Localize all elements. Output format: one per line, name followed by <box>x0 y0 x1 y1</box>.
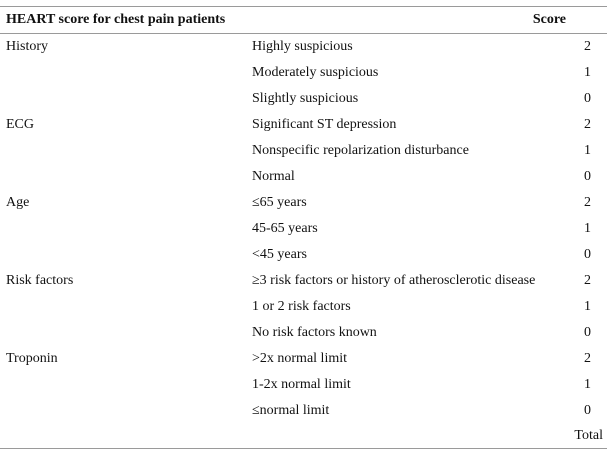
row-score: 0 <box>584 169 591 184</box>
table-row <box>0 138 607 164</box>
table-title: HEART score for chest pain patients <box>0 7 248 34</box>
row-item: ≤normal limit <box>252 403 330 418</box>
row-score: 2 <box>584 39 591 54</box>
row-score: 1 <box>584 299 591 314</box>
row-item: Normal <box>252 169 295 184</box>
table-row <box>0 34 607 61</box>
row-score: 2 <box>584 195 591 210</box>
total-spacer <box>0 424 248 449</box>
row-category <box>0 164 248 190</box>
table-row <box>0 190 607 216</box>
row-item: 45-65 years <box>252 221 318 236</box>
table-row <box>0 86 607 112</box>
row-score: 0 <box>584 403 591 418</box>
row-item: ≤65 years <box>252 195 307 210</box>
row-item: >2x normal limit <box>252 351 347 366</box>
table-row <box>0 164 607 190</box>
row-category <box>0 216 248 242</box>
row-category <box>0 398 248 424</box>
table-body <box>0 34 607 449</box>
table-row <box>0 216 607 242</box>
heart-score-table <box>0 6 607 449</box>
row-score: 1 <box>584 65 591 80</box>
row-category: Risk factors <box>6 273 74 288</box>
row-score: 1 <box>584 377 591 392</box>
total-row <box>0 424 607 449</box>
header-spacer <box>566 7 607 34</box>
row-category <box>0 372 248 398</box>
row-category: History <box>6 39 48 54</box>
row-item: Significant ST depression <box>252 117 397 132</box>
row-item: No risk factors known <box>252 325 377 340</box>
table-row <box>0 372 607 398</box>
row-score: 0 <box>584 91 591 106</box>
row-category: Troponin <box>6 351 58 366</box>
row-category <box>0 294 248 320</box>
row-category <box>0 60 248 86</box>
table-header-row <box>0 7 607 34</box>
row-score: 2 <box>584 273 591 288</box>
table-row <box>0 398 607 424</box>
total-label: Total <box>566 424 607 449</box>
row-category <box>0 320 248 346</box>
row-item: Nonspecific repolarization disturbance <box>252 143 469 158</box>
row-category <box>0 86 248 112</box>
table-row <box>0 294 607 320</box>
table-row <box>0 346 607 372</box>
row-score: 1 <box>584 143 591 158</box>
table-row <box>0 242 607 268</box>
row-item: 1-2x normal limit <box>252 377 351 392</box>
score-column-header: Score <box>248 7 566 34</box>
row-item: ≥3 risk factors or history of atherosclerotic disease <box>252 273 536 288</box>
row-category <box>0 138 248 164</box>
row-item: Moderately suspicious <box>252 65 379 80</box>
row-item: Slightly suspicious <box>252 91 359 106</box>
row-item: <45 years <box>252 247 307 262</box>
row-score: 0 <box>584 247 591 262</box>
row-score: 0 <box>584 325 591 340</box>
row-item: 1 or 2 risk factors <box>252 299 351 314</box>
row-category: Age <box>6 195 30 210</box>
row-item: Highly suspicious <box>252 39 353 54</box>
row-score: 2 <box>584 351 591 366</box>
row-category: ECG <box>6 117 34 132</box>
total-spacer <box>248 424 566 449</box>
table-row <box>0 60 607 86</box>
row-score: 1 <box>584 221 591 236</box>
table-row <box>0 268 607 294</box>
row-category <box>0 242 248 268</box>
table-row <box>0 112 607 138</box>
table-row <box>0 320 607 346</box>
row-score: 2 <box>584 117 591 132</box>
